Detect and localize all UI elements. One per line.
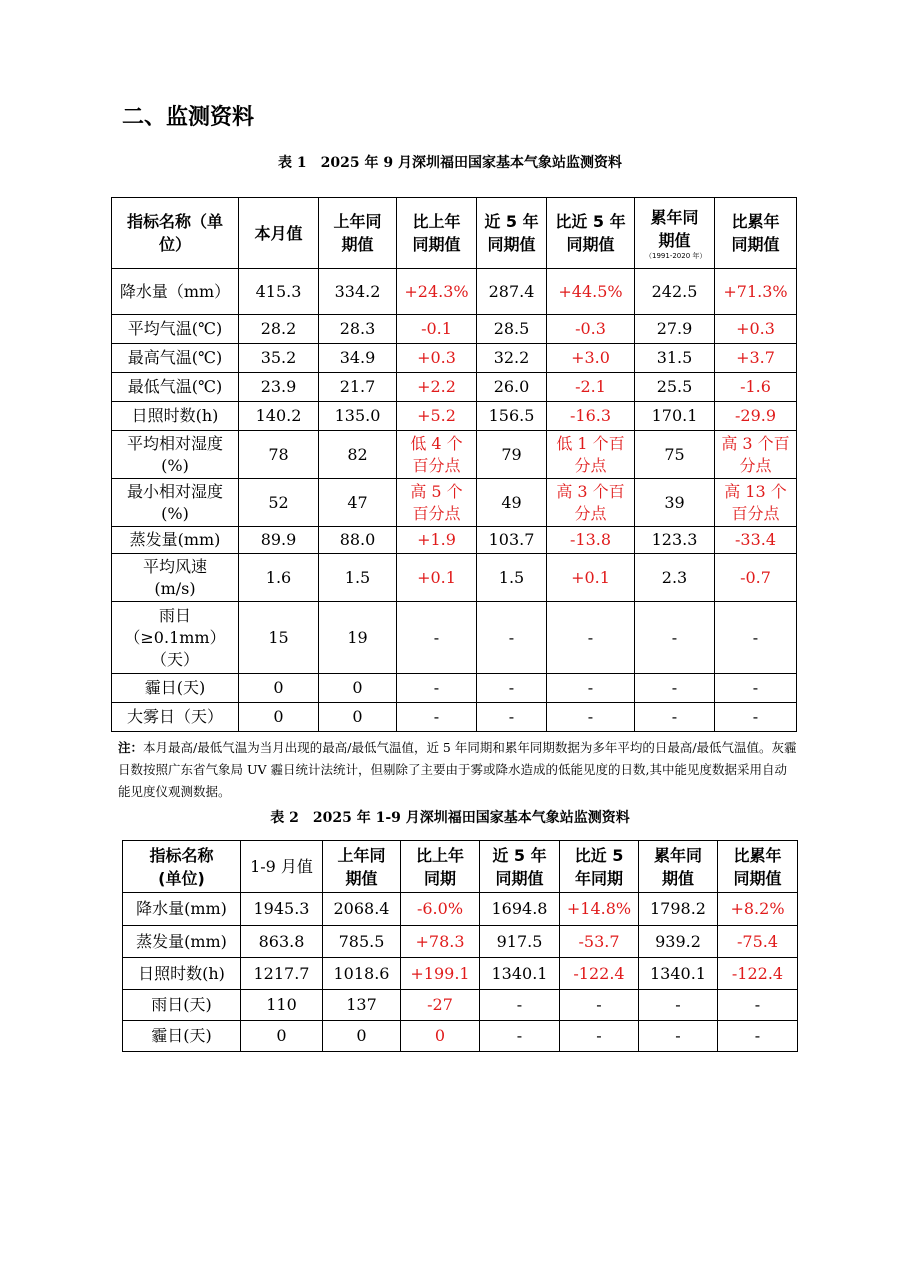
table2-cell: +78.3 bbox=[401, 926, 480, 958]
table1-cell: 28.2 bbox=[239, 315, 319, 344]
table1-header-cell: 近 5 年同期值 bbox=[477, 198, 547, 269]
table2-cell: 0 bbox=[401, 1021, 480, 1052]
table1-cell: 25.5 bbox=[635, 373, 715, 402]
table1-row bbox=[112, 703, 797, 732]
table2-header-cell: 比上年同期 bbox=[401, 841, 480, 893]
table1-cell: 31.5 bbox=[635, 344, 715, 373]
table1-cell: 75 bbox=[635, 431, 715, 479]
table1-cell: 242.5 bbox=[635, 269, 715, 315]
table1-cell: +44.5% bbox=[547, 269, 635, 315]
table1-row-name: 日照时数(h) bbox=[112, 402, 239, 431]
table1-row bbox=[112, 373, 797, 402]
table1-row-name: 霾日(天) bbox=[112, 674, 239, 703]
table2-row bbox=[123, 926, 798, 958]
table1-row-name: 降水量（mm） bbox=[112, 269, 239, 315]
table1-cell: +24.3% bbox=[397, 269, 477, 315]
table1-row-name: 最低气温(℃) bbox=[112, 373, 239, 402]
table1-cell: 低 4 个百分点 bbox=[397, 431, 477, 479]
table2-header-cell: 指标名称(单位) bbox=[123, 841, 241, 893]
table1-cell: 103.7 bbox=[477, 527, 547, 554]
table1-row-name: 雨日（≥0.1mm）（天） bbox=[112, 602, 239, 674]
table2-cell: - bbox=[718, 990, 798, 1021]
table2-row-name: 降水量(mm) bbox=[123, 893, 241, 926]
table2-cell: - bbox=[560, 990, 639, 1021]
table1-cell: +0.3 bbox=[715, 315, 797, 344]
table1-cell: 15 bbox=[239, 602, 319, 674]
table1-cell: 32.2 bbox=[477, 344, 547, 373]
table1-cell: -0.1 bbox=[397, 315, 477, 344]
note-text: 本月最高/最低气温为当月出现的最高/最低气温值，近 5 年同期和累年同期数据为多年平均的日最高/最低气温值。灰霾日数按照广东省气象局 UV 霾日统计法统计，但剔除了主要由于雾或降水造成的低能见度的日数,其中能见度数据采用自动能见度仪观测数据。 bbox=[118, 740, 797, 799]
table1-cell: +0.1 bbox=[547, 554, 635, 602]
table2-cell: 1340.1 bbox=[639, 958, 718, 990]
table1-cell: 39 bbox=[635, 479, 715, 527]
table2-cell: 0 bbox=[241, 1021, 323, 1052]
table1-cell: - bbox=[715, 674, 797, 703]
table1-row bbox=[112, 431, 797, 479]
table2-cell: -6.0% bbox=[401, 893, 480, 926]
table1-cell: 52 bbox=[239, 479, 319, 527]
table1-cell: - bbox=[477, 674, 547, 703]
table1-cell: +1.9 bbox=[397, 527, 477, 554]
table2-row-name: 雨日(天) bbox=[123, 990, 241, 1021]
table1-cell: +0.1 bbox=[397, 554, 477, 602]
table1-header-sub: （1991-2020 年） bbox=[645, 251, 707, 260]
table1-row bbox=[112, 527, 797, 554]
table1-cell: -29.9 bbox=[715, 402, 797, 431]
table1-row-name: 大雾日（天） bbox=[112, 703, 239, 732]
table1-cell: - bbox=[547, 703, 635, 732]
table1-cell: 高 3 个百分点 bbox=[547, 479, 635, 527]
table1-cell: - bbox=[547, 602, 635, 674]
table1-row bbox=[112, 554, 797, 602]
table1-cell: 1.5 bbox=[319, 554, 397, 602]
table1-cell: +0.3 bbox=[397, 344, 477, 373]
table2-header-cell: 上年同期值 bbox=[323, 841, 401, 893]
table1-cell: 49 bbox=[477, 479, 547, 527]
table1-cell: - bbox=[715, 602, 797, 674]
section-title: 二、监测资料 bbox=[122, 105, 255, 130]
table1-cell: 19 bbox=[319, 602, 397, 674]
table1-cell: +5.2 bbox=[397, 402, 477, 431]
table2-cell: 939.2 bbox=[639, 926, 718, 958]
table2-header-cell: 1-9 月值 bbox=[241, 841, 323, 893]
table2-cell: 1340.1 bbox=[480, 958, 560, 990]
table1-row bbox=[112, 602, 797, 674]
table1-cell: 334.2 bbox=[319, 269, 397, 315]
table2-cell: 1217.7 bbox=[241, 958, 323, 990]
table1-cell: 1.5 bbox=[477, 554, 547, 602]
table2-cell: 110 bbox=[241, 990, 323, 1021]
table1-header-cell: 上年同期值 bbox=[319, 198, 397, 269]
table1-header-label: 累年同期值 bbox=[650, 207, 699, 250]
table1-row bbox=[112, 269, 797, 315]
table1-row-name: 蒸发量(mm) bbox=[112, 527, 239, 554]
table1-cell: -33.4 bbox=[715, 527, 797, 554]
table2-header-cell: 累年同期值 bbox=[639, 841, 718, 893]
table1-cell: - bbox=[635, 674, 715, 703]
table2-cell: -122.4 bbox=[718, 958, 798, 990]
table1-cell: 21.7 bbox=[319, 373, 397, 402]
table2-row-name: 霾日(天) bbox=[123, 1021, 241, 1052]
table1-cell: -0.7 bbox=[715, 554, 797, 602]
table1-cell: - bbox=[397, 602, 477, 674]
table1 bbox=[111, 197, 797, 732]
table2-cell: - bbox=[639, 1021, 718, 1052]
table1-cell: -0.3 bbox=[547, 315, 635, 344]
table1-cell: 35.2 bbox=[239, 344, 319, 373]
table1-cell: - bbox=[635, 602, 715, 674]
table1-cell: - bbox=[635, 703, 715, 732]
table2-cell: 2068.4 bbox=[323, 893, 401, 926]
table1-cell: 140.2 bbox=[239, 402, 319, 431]
table1-note bbox=[118, 737, 798, 803]
table2-row bbox=[123, 893, 798, 926]
table1-cell: 0 bbox=[239, 674, 319, 703]
table1-cell: 82 bbox=[319, 431, 397, 479]
table1-cell: 170.1 bbox=[635, 402, 715, 431]
table1-cell: 123.3 bbox=[635, 527, 715, 554]
table1-row bbox=[112, 315, 797, 344]
table2-row-name: 日照时数(h) bbox=[123, 958, 241, 990]
table1-cell: -1.6 bbox=[715, 373, 797, 402]
table1-cell: +3.0 bbox=[547, 344, 635, 373]
table1-row-name: 最小相对湿度(%) bbox=[112, 479, 239, 527]
table1-cell: 47 bbox=[319, 479, 397, 527]
table1-header-cell: 本月值 bbox=[239, 198, 319, 269]
table1-cell: 低 1 个百分点 bbox=[547, 431, 635, 479]
table2-header-cell: 比累年同期值 bbox=[718, 841, 798, 893]
table1-cell: - bbox=[477, 602, 547, 674]
table1-cell: -13.8 bbox=[547, 527, 635, 554]
table2-cell: 1798.2 bbox=[639, 893, 718, 926]
table2-header-cell: 比近 5 年同期 bbox=[560, 841, 639, 893]
table1-cell: 23.9 bbox=[239, 373, 319, 402]
table1-cell: 高 3 个百分点 bbox=[715, 431, 797, 479]
table1-cell: 156.5 bbox=[477, 402, 547, 431]
table2-cell: -27 bbox=[401, 990, 480, 1021]
table1-row-name: 最高气温(℃) bbox=[112, 344, 239, 373]
table2-cell: 1945.3 bbox=[241, 893, 323, 926]
table2-header-cell: 近 5 年同期值 bbox=[480, 841, 560, 893]
table2-cell: 917.5 bbox=[480, 926, 560, 958]
table2-cell: 1018.6 bbox=[323, 958, 401, 990]
table2-cell: - bbox=[639, 990, 718, 1021]
table1-cell: 415.3 bbox=[239, 269, 319, 315]
table1-row-name: 平均相对湿度(%) bbox=[112, 431, 239, 479]
table1-cell: - bbox=[397, 674, 477, 703]
table1-cell: 89.9 bbox=[239, 527, 319, 554]
table1-caption: 表 1 2025 年 9 月深圳福田国家基本气象站监测资料 bbox=[278, 155, 622, 171]
table1-cell: 0 bbox=[319, 674, 397, 703]
table2-cell: - bbox=[718, 1021, 798, 1052]
table2-row bbox=[123, 1021, 798, 1052]
table1-cell: 287.4 bbox=[477, 269, 547, 315]
table1-cell: +2.2 bbox=[397, 373, 477, 402]
table1-cell: - bbox=[477, 703, 547, 732]
table2-header-row bbox=[123, 841, 798, 893]
table2-row bbox=[123, 958, 798, 990]
table2-row-name: 蒸发量(mm) bbox=[123, 926, 241, 958]
table1-cell: - bbox=[715, 703, 797, 732]
table1-header-cell: 比累年同期值 bbox=[715, 198, 797, 269]
table1-cell: - bbox=[547, 674, 635, 703]
table1-row-name: 平均气温(℃) bbox=[112, 315, 239, 344]
table1-header-cell: 比上年同期值 bbox=[397, 198, 477, 269]
table1-row bbox=[112, 344, 797, 373]
table1-cell: -2.1 bbox=[547, 373, 635, 402]
table2 bbox=[122, 840, 798, 1052]
table2-cell: -75.4 bbox=[718, 926, 798, 958]
note-label: 注： bbox=[118, 740, 144, 755]
table1-header-cell bbox=[635, 198, 715, 269]
table1-header-row bbox=[112, 198, 797, 269]
table1-cell: +3.7 bbox=[715, 344, 797, 373]
table2-cell: +199.1 bbox=[401, 958, 480, 990]
table2-cell: 863.8 bbox=[241, 926, 323, 958]
table1-cell: -16.3 bbox=[547, 402, 635, 431]
table2-cell: -122.4 bbox=[560, 958, 639, 990]
table1-cell: 27.9 bbox=[635, 315, 715, 344]
table1-cell: 0 bbox=[239, 703, 319, 732]
table2-cell: 137 bbox=[323, 990, 401, 1021]
table2-caption: 表 2 2025 年 1-9 月深圳福田国家基本气象站监测资料 bbox=[270, 810, 630, 826]
table1-header-cell: 指标名称（单位） bbox=[112, 198, 239, 269]
table1-cell: 88.0 bbox=[319, 527, 397, 554]
table1-row bbox=[112, 402, 797, 431]
table1-cell: 0 bbox=[319, 703, 397, 732]
table1-cell: 高 13 个百分点 bbox=[715, 479, 797, 527]
table2-cell: - bbox=[560, 1021, 639, 1052]
table2-row bbox=[123, 990, 798, 1021]
table1-cell: +71.3% bbox=[715, 269, 797, 315]
table1-cell: 78 bbox=[239, 431, 319, 479]
table1-header-cell: 比近 5 年同期值 bbox=[547, 198, 635, 269]
table2-cell: - bbox=[480, 990, 560, 1021]
table1-row bbox=[112, 479, 797, 527]
table2-cell: 785.5 bbox=[323, 926, 401, 958]
table1-cell: 28.3 bbox=[319, 315, 397, 344]
table1-cell: 2.3 bbox=[635, 554, 715, 602]
table1-row bbox=[112, 674, 797, 703]
table2-cell: 0 bbox=[323, 1021, 401, 1052]
table1-cell: 1.6 bbox=[239, 554, 319, 602]
table2-cell: +8.2% bbox=[718, 893, 798, 926]
table1-row-name: 平均风速(m/s) bbox=[112, 554, 239, 602]
table1-cell: 79 bbox=[477, 431, 547, 479]
table1-cell: 高 5 个百分点 bbox=[397, 479, 477, 527]
table1-cell: - bbox=[397, 703, 477, 732]
table1-cell: 34.9 bbox=[319, 344, 397, 373]
table2-cell: -53.7 bbox=[560, 926, 639, 958]
table2-cell: +14.8% bbox=[560, 893, 639, 926]
table1-cell: 26.0 bbox=[477, 373, 547, 402]
table1-cell: 28.5 bbox=[477, 315, 547, 344]
table1-cell: 135.0 bbox=[319, 402, 397, 431]
table2-cell: - bbox=[480, 1021, 560, 1052]
table2-cell: 1694.8 bbox=[480, 893, 560, 926]
